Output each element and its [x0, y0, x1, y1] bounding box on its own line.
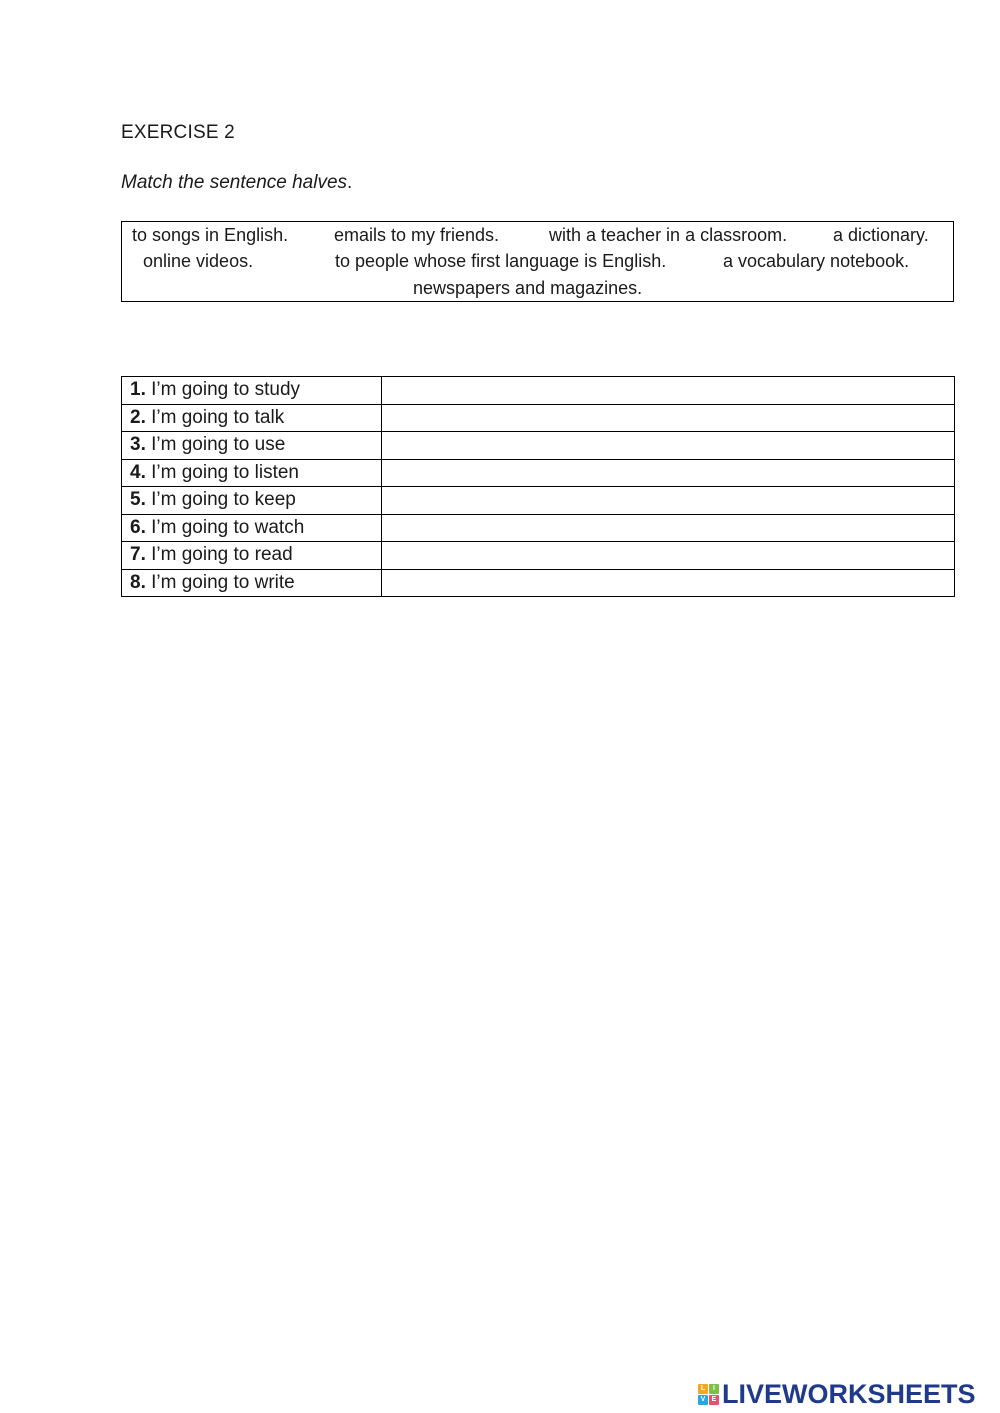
matching-table: [121, 376, 955, 597]
exercise-title: EXERCISE 2: [121, 122, 235, 143]
sentence-start-text: I’m going to write: [145, 571, 295, 593]
table-row: [122, 542, 955, 570]
answer-cell[interactable]: [382, 432, 955, 460]
word-bank-item: to songs in English.: [132, 225, 289, 245]
item-number: 2.: [130, 406, 146, 428]
sentence-start-text: I’m going to talk: [145, 406, 285, 428]
sentence-start: [122, 487, 382, 515]
instruction-period: .: [347, 172, 353, 193]
word-bank-item: with a teacher in a classroom.: [549, 225, 788, 245]
sentence-start: [122, 542, 382, 570]
sentence-start: [122, 377, 382, 405]
answer-cell[interactable]: [382, 377, 955, 405]
item-number: 3.: [130, 434, 146, 456]
word-bank-item: newspapers and magazines.: [413, 278, 643, 298]
word-bank-item: a dictionary.: [833, 225, 929, 245]
sentence-start: [122, 514, 382, 542]
instruction: [121, 172, 352, 194]
table-row: [122, 432, 955, 460]
table-row: [122, 377, 955, 405]
answer-cell[interactable]: [382, 459, 955, 487]
liveworksheets-logo: [698, 1378, 976, 1410]
word-bank: [121, 221, 954, 302]
liveworksheets-logo-text: LIVEWORKSHEETS: [722, 1378, 976, 1409]
item-number: 8.: [130, 571, 146, 593]
answer-cell[interactable]: [382, 487, 955, 515]
item-number: 6.: [130, 516, 146, 538]
table-row: [122, 569, 955, 597]
logo-tile: E: [709, 1395, 719, 1405]
sentence-start: [122, 432, 382, 460]
word-bank-item: to people whose first language is English.: [335, 251, 667, 271]
table-row: [122, 514, 955, 542]
sentence-start: [122, 569, 382, 597]
item-number: 1.: [130, 379, 146, 401]
logo-tile: V: [698, 1395, 708, 1405]
liveworksheets-logo-icon: [698, 1384, 719, 1405]
table-row: [122, 487, 955, 515]
table-row: [122, 459, 955, 487]
item-number: 7.: [130, 544, 146, 566]
sentence-start-text: I’m going to listen: [145, 461, 299, 483]
instruction-text: Match the sentence halves: [121, 172, 348, 193]
word-bank-item: online videos.: [143, 251, 254, 271]
table-row: [122, 404, 955, 432]
sentence-start: [122, 404, 382, 432]
logo-tile: L: [698, 1384, 708, 1394]
word-bank-item: emails to my friends.: [334, 225, 500, 245]
answer-cell[interactable]: [382, 542, 955, 570]
sentence-start-text: I’m going to watch: [145, 516, 305, 538]
sentence-start-text: I’m going to use: [145, 434, 286, 456]
word-bank-item: a vocabulary notebook.: [723, 251, 910, 271]
answer-cell[interactable]: [382, 514, 955, 542]
sentence-start-text: I’m going to keep: [145, 489, 296, 511]
answer-cell[interactable]: [382, 404, 955, 432]
logo-tile: I: [709, 1384, 719, 1394]
sentence-start-text: I’m going to read: [145, 544, 293, 566]
sentence-start: [122, 459, 382, 487]
sentence-start-text: I’m going to study: [145, 379, 301, 401]
item-number: 4.: [130, 461, 146, 483]
item-number: 5.: [130, 489, 146, 511]
answer-cell[interactable]: [382, 569, 955, 597]
